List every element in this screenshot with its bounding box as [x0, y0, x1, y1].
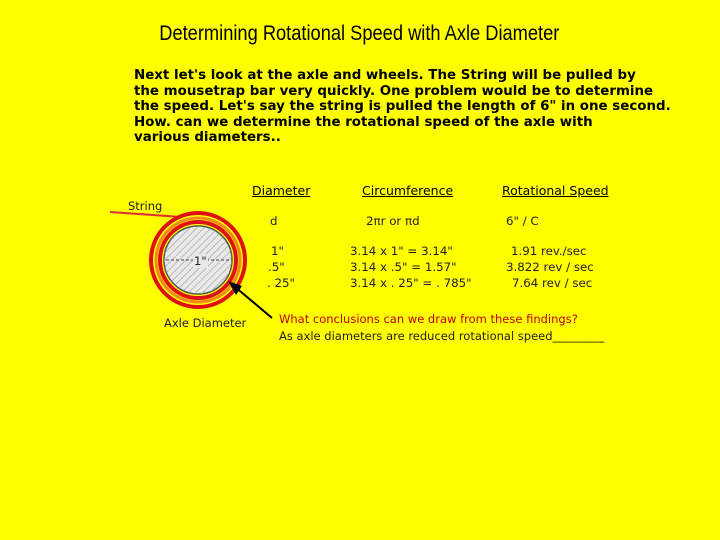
formula-diameter: d — [270, 214, 278, 228]
slide-title: Determining Rotational Speed with Axle Diameter — [159, 22, 560, 45]
header-rotational-speed: Rotational Speed — [502, 183, 609, 198]
header-diameter: Diameter — [252, 183, 311, 198]
header-circumference: Circumference — [362, 183, 454, 198]
intro-line: various diameters.. — [134, 129, 281, 145]
conclusion-question: What conclusions can we draw from these findings? — [279, 312, 578, 326]
row-2-circumference: 3.14 x .5" = 1.57" — [350, 260, 457, 274]
row-2-speed: 3.822 rev / sec — [506, 260, 594, 274]
intro-line: Next let's look at the axle and wheels. The String will be pulled by — [134, 67, 636, 83]
string-label: String — [128, 199, 163, 213]
row-1-circumference: 3.14 x 1" = 3.14" — [350, 244, 453, 258]
axle-diameter-label: Axle Diameter — [164, 316, 247, 330]
row-1-diameter: 1" — [271, 244, 284, 258]
row-1-speed: 1.91 rev./sec — [511, 244, 587, 258]
row-3-circumference: 3.14 x . 25" = . 785" — [350, 276, 472, 290]
row-3-diameter: . 25" — [267, 276, 295, 290]
formula-speed: 6" / C — [506, 214, 539, 228]
formula-circumference: 2πr or πd — [366, 214, 420, 228]
conclusion-answer: As axle diameters are reduced rotational speed_________ — [279, 329, 605, 343]
axle-arrow-line — [234, 286, 272, 318]
intro-line: the mousetrap bar very quickly. One problem would be to determine — [134, 82, 654, 99]
intro-line: How. can we determine the rotational speed of the axle with — [134, 113, 593, 130]
row-2-diameter: .5" — [268, 260, 285, 274]
axle-size-label: 1" — [194, 254, 207, 268]
row-3-speed: 7.64 rev / sec — [512, 276, 593, 290]
intro-line: the speed. Let's say the string is pulled the length of 6" in one second. — [134, 98, 671, 114]
